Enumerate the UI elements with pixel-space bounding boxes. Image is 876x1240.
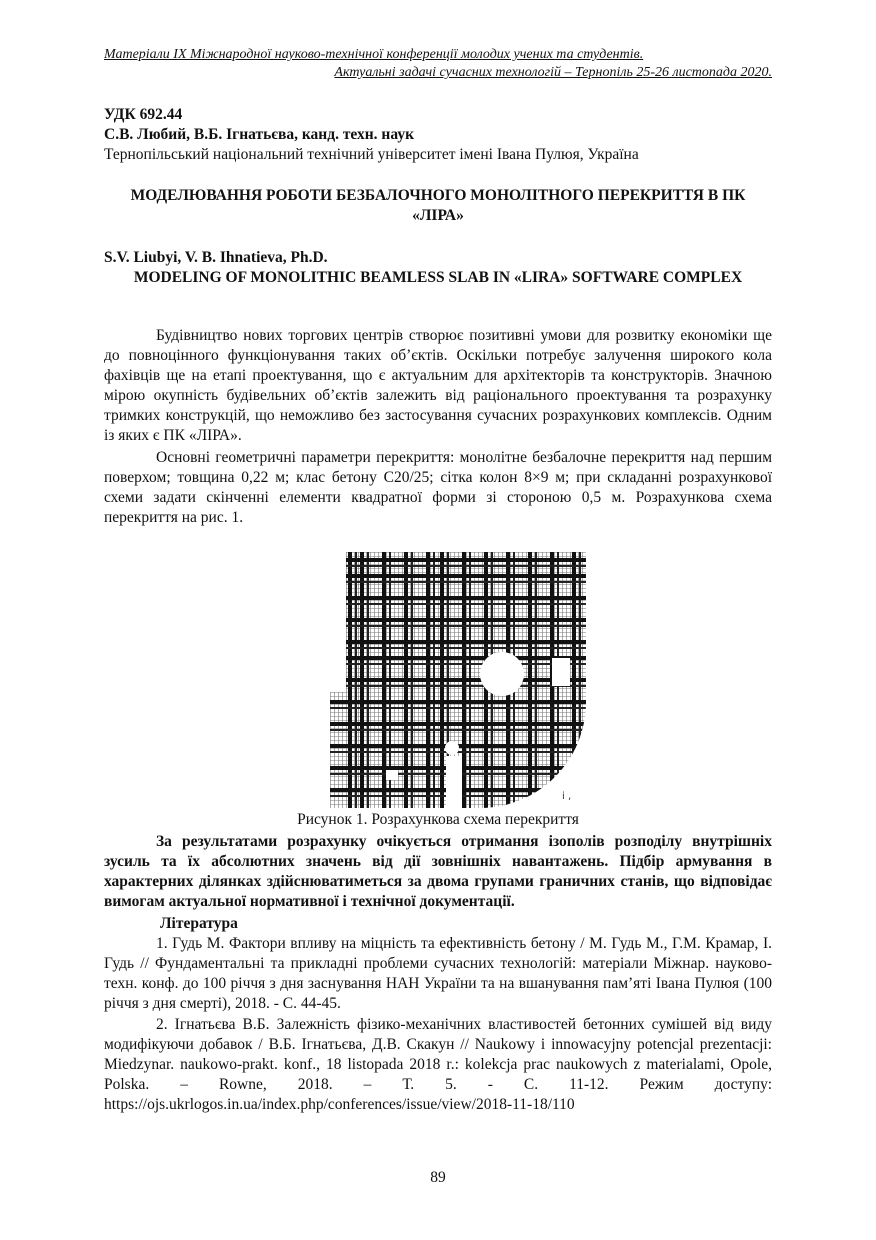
figure-caption: Рисунок 1. Розрахункова схема перекриття xyxy=(297,811,579,828)
slab-mesh-drawing xyxy=(330,552,588,808)
body-paragraph-1: Будівництво нових торгових центрів створює позитивні умови для розвитку економіки ще до повноцінного функціонування таких об’єктів. Оскільки потребує залучення широкого кола фахівців ще на етапі проектування, що є актуальним для архітекторів та конструкторів. Значною мірою окупність будівельних об’єктів залежить від раціонального проектування та розрахунку тримких конструкцій, що неможливо без застосування сучасних розрахункових комплексів. Одним із яких є ПК «ЛІРА». xyxy=(104,327,772,444)
title-english: MODELING OF MONOLITHIC BEAMLESS SLAB IN «LIRA» SOFTWARE COMPLEX xyxy=(133,269,743,286)
summary-paragraph: За результатами розрахунку очікується отримання ізополів розподілу внутрішніх зусиль та їх абсолютних значень від дії зовнішніх навантажень. Підбір армування в характерних ділянках здійснюватиметься за двома групами граничних станів, що відповідає вимогам актуальної нормативної і технічної документації. xyxy=(104,833,772,910)
running-header-line-1: Матеріали IX Міжнародної науково-технічної конференції молодих учених та студентів. xyxy=(104,47,644,62)
authors-ukrainian: С.В. Любий, В.Б. Ігнатьєва, канд. техн. наук xyxy=(104,126,415,143)
page-number: 89 xyxy=(430,1169,446,1186)
udk-code: УДК 692.44 xyxy=(104,106,183,123)
figure-label: i , xyxy=(562,791,572,802)
affiliation: Тернопільський національний технічний університет імені Івана Пулюя, Україна xyxy=(104,146,639,163)
reference-2: 2. Ігнатьєва В.Б. Залежність фізико-механічних властивостей бетонних сумішей від виду модифікуючи добавок / В.Б. Ігнатьєва, Д.В. Скакун // Naukowy i innowacyjny potencjal prezentacji: Miedzynar. naukowo-prakt. konf., 18 listopada 2018 r.: kolekcja prac naukowych z materialami, Opole, Polska. – Rowne, 2018. – Т. 5. - С. 11-12. Режим доступу: https://ojs.ukrlogos.in.ua/index.php/conferences/issue/view/2018-11-18/110 xyxy=(104,1016,772,1113)
literature-heading: Література xyxy=(160,915,238,932)
figure-slab-mesh xyxy=(330,552,588,808)
reference-1: 1. Гудь М. Фактори впливу на міцність та ефективність бетону / М. Гудь М., Г.М. Крамар, І. Гудь // Фундаментальні та прикладні проблеми сучасних технологій: матеріали Міжнар. науково-техн. конф. до 100 річчя з дня заснування НАН України та на вшанування пам’яті Івана Пулюя (100 річчя з дня смерті), 2018. - С. 44-45. xyxy=(104,935,772,1012)
title-ukrainian: МОДЕЛЮВАННЯ РОБОТИ БЕЗБАЛОЧНОГО МОНОЛІТНОГО ПЕРЕКРИТТЯ В ПК «ЛІРА» xyxy=(130,187,746,224)
body-paragraph-2: Основні геометричні параметри перекриття: монолітне безбалочне перекриття над першим поверхом; товщина 0,22 м; клас бетону С20/25; сітка колон 8×9 м; при складанні розрахункової схеми задати скінченні елементи квадратної форми зі стороною 0,5 м. Розрахункова схема перекриття на рис. 1. xyxy=(104,449,772,526)
running-header-line-2: Актуальні задачі сучасних технологій – Тернопіль 25-26 листопада 2020. xyxy=(334,65,772,80)
authors-english: S.V. Liubyi, V. B. Ihnatieva, Ph.D. xyxy=(104,249,328,266)
